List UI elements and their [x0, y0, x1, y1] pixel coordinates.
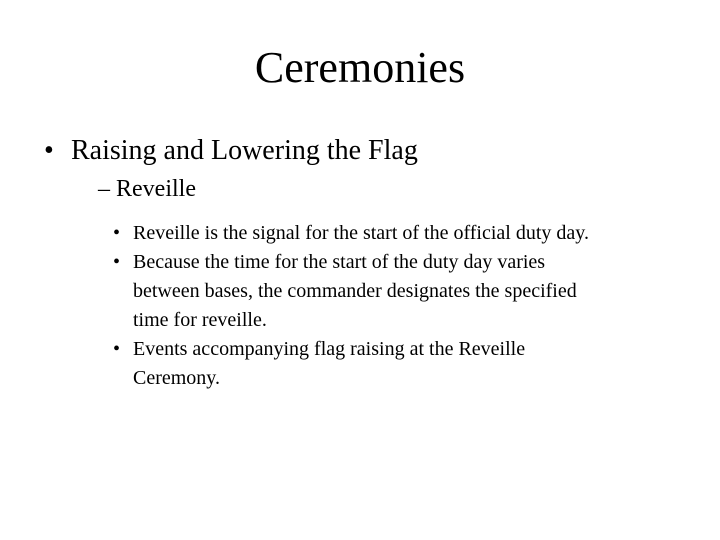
text-line: between bases, the commander designates the specified [133, 280, 577, 302]
bullet-level3-item [113, 248, 703, 335]
text-line: Events accompanying flag raising at the Reveille [133, 338, 526, 360]
bullet-icon: • [113, 222, 121, 244]
bullet-level3-list [113, 219, 703, 393]
bullet-level3-text [133, 219, 703, 248]
bullet-level2: – Reveille [98, 176, 196, 202]
slide-title: Ceremonies [254, 43, 466, 92]
bullet-level1-text: Raising and Lowering the Flag [71, 135, 418, 166]
bullet-level3-text [133, 335, 703, 393]
text-line: time for reveille. [133, 309, 267, 331]
bullet-level3-text [133, 248, 703, 335]
bullet-level3-item [113, 219, 703, 248]
bullet-level1 [44, 133, 684, 169]
text-line: Because the time for the start of the duty day varies [133, 251, 546, 273]
bullet-icon: • [113, 251, 121, 273]
text-line: Reveille is the signal for the start of the official duty day. [133, 222, 589, 244]
bullet-icon: • [113, 338, 121, 360]
text-line: Ceremony. [133, 367, 221, 389]
bullet-icon: • [44, 135, 54, 166]
bullet-level3-item [113, 335, 703, 393]
